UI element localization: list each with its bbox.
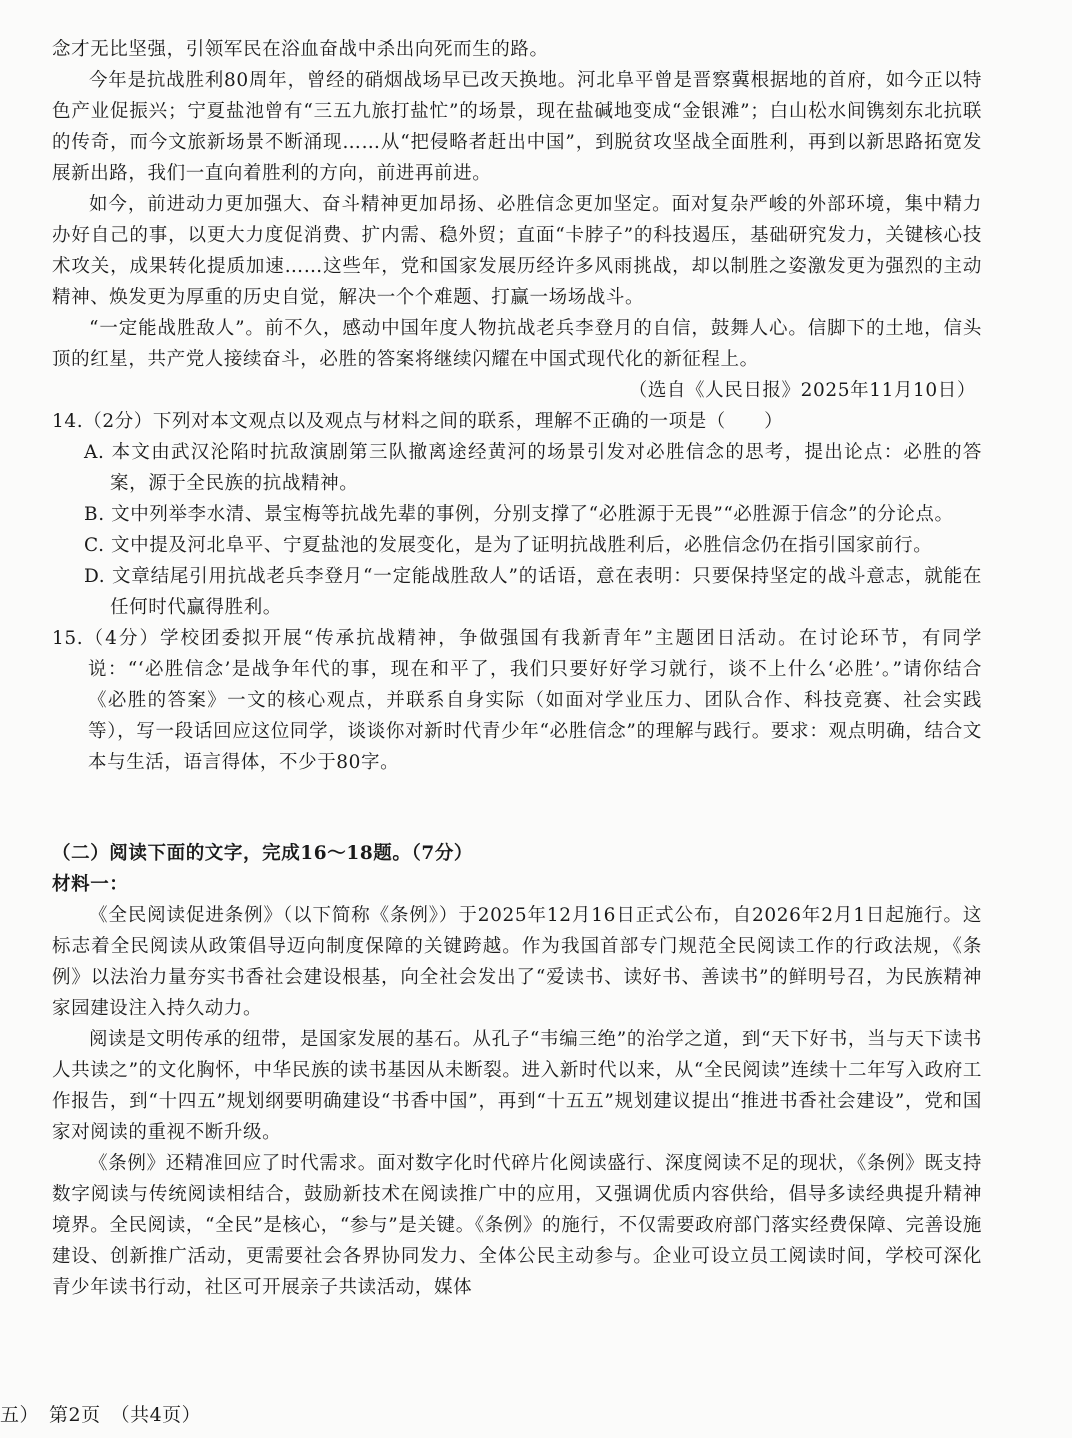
article-paragraph: 如今，前进动力更加强大、奋斗精神更加昂扬、必胜信念更加坚定。面对复杂严峻的外部环境，集中精力办好自己的事，以更大力度促消费、扩内需、稳外贸；直面“卡脖子”的科技遏压，基础研究发力，关键核心技术攻关，成果转化提质加速……这些年，党和国家发展历经许多风雨挑战，却以制胜之姿激发更为强烈的主动精神、焕发更为厚重的历史自觉，解决一个个难题、打赢一场场战斗。 bbox=[52, 194, 982, 308]
answer-space bbox=[52, 778, 982, 836]
question-14-stem: 14.（2分）下列对本文观点以及观点与材料之间的联系，理解不正确的一项是（ ） bbox=[52, 411, 784, 432]
article-source: （选自《人民日报》2025年11月10日） bbox=[628, 380, 976, 401]
page-content bbox=[52, 34, 982, 1303]
question-15 bbox=[52, 623, 982, 778]
article-paragraph: “一定能战胜敌人”。前不久，感动中国年度人物抗战老兵李登月的自信，鼓舞人心。信脚下的土地，信头顶的红星，共产党人接续奋斗，必胜的答案将继续闪耀在中国式现代化的新征程上。 bbox=[52, 318, 982, 370]
article-paragraph: 今年是抗战胜利80周年，曾经的硝烟战场早已改天换地。河北阜平曾是晋察冀根据地的首府，如今正以特色产业促振兴；宁夏盐池曾有“三五九旅打盐忙”的场景，现在盐碱地变成“金银滩”；白山松水间镌刻东北抗联的传奇，而今文旅新场景不断涌现……从“把侵略者赶出中国”，到脱贫攻坚战全面胜利，再到以新思路拓宽发展新出路，我们一直向着胜利的方向，前进再前进。 bbox=[52, 70, 982, 184]
question-14-option-b: B. 文中列举李水清、景宝梅等抗战先辈的事例，分别支撑了“必胜源于无畏”“必胜源于信念”的分论点。 bbox=[84, 504, 954, 525]
reading-section-2 bbox=[52, 838, 982, 1303]
question-15-stem: 15.（4分）学校团委拟开展“传承抗战精神，争做强国有我新青年”主题团日活动。在讨论环节，有同学说：“‘必胜信念’是战争年代的事，现在和平了，我们只要好好学习就行，谈不上什么‘必胜’。”请你结合《必胜的答案》一文的核心观点，并联系自身实际（如面对学业压力、团队合作、科技竞赛、社会实践等），写一段话回应这位同学，谈谈你对新时代青少年“必胜信念”的理解与践行。要求：观点明确，结合文本与生活，语言得体，不少于80字。 bbox=[52, 628, 982, 773]
material-label: 材料一： bbox=[52, 874, 129, 895]
material-paragraph: 《条例》还精准回应了时代需求。面对数字化时代碎片化阅读盛行、深度阅读不足的现状，《条例》既支持数字阅读与传统阅读相结合，鼓励新技术在阅读推广中的应用，又强调优质内容供给，倡导多读经典提升精神境界。全民阅读，“全民”是核心，“参与”是关键。《条例》的施行，不仅需要政府部门落实经费保障、完善设施建设、创新推广活动，更需要社会各界协同发力、全体公民主动参与。企业可设立员工阅读时间，学校可深化青少年读书行动，社区可开展亲子共读活动，媒体 bbox=[52, 1153, 982, 1298]
question-14-option-d: D. 文章结尾引用抗战老兵李登月“一定能战胜敌人”的话语，意在表明：只要保持坚定的战斗意志，就能在任何时代赢得胜利。 bbox=[84, 566, 982, 618]
section-title: （二）阅读下面的文字，完成16～18题。（7分） bbox=[52, 843, 474, 864]
material-paragraph: 《全民阅读促进条例》（以下简称《条例》）于2025年12月16日正式公布，自2026年2月1日起施行。这标志着全民阅读从政策倡导迈向制度保障的关键跨越。作为我国首部专门规范全民阅读工作的行政法规，《条例》以法治力量夯实书香社会建设根基，向全社会发出了“爱读书、读好书、善读书”的鲜明号召，为民族精神家园建设注入持久动力。 bbox=[52, 905, 982, 1019]
article-paragraph: 念才无比坚强，引领军民在浴血奋战中杀出向死而生的路。 bbox=[52, 39, 549, 60]
question-14 bbox=[52, 406, 982, 623]
question-14-option-a: A. 本文由武汉沦陷时抗敌演剧第三队撤离途经黄河的场景引发对必胜信念的思考，提出论点：必胜的答案，源于全民族的抗战精神。 bbox=[84, 442, 982, 494]
material-paragraph: 阅读是文明传承的纽带，是国家发展的基石。从孔子“韦编三绝”的治学之道，到“天下好书，当与天下读书人共读之”的文化胸怀，中华民族的读书基因从未断裂。进入新时代以来，从“全民阅读”连续十二年写入政府工作报告，到“十四五”规划纲要明确建设“书香中国”，再到“十五五”规划建议提出“推进书香社会建设”，党和国家对阅读的重视不断升级。 bbox=[52, 1029, 982, 1143]
question-14-option-c: C. 文中提及河北阜平、宁夏盐池的发展变化，是为了证明抗战胜利后，必胜信念仍在指引国家前行。 bbox=[84, 535, 933, 556]
page-footer: 五） 第2页 （共4页） bbox=[0, 1404, 202, 1426]
